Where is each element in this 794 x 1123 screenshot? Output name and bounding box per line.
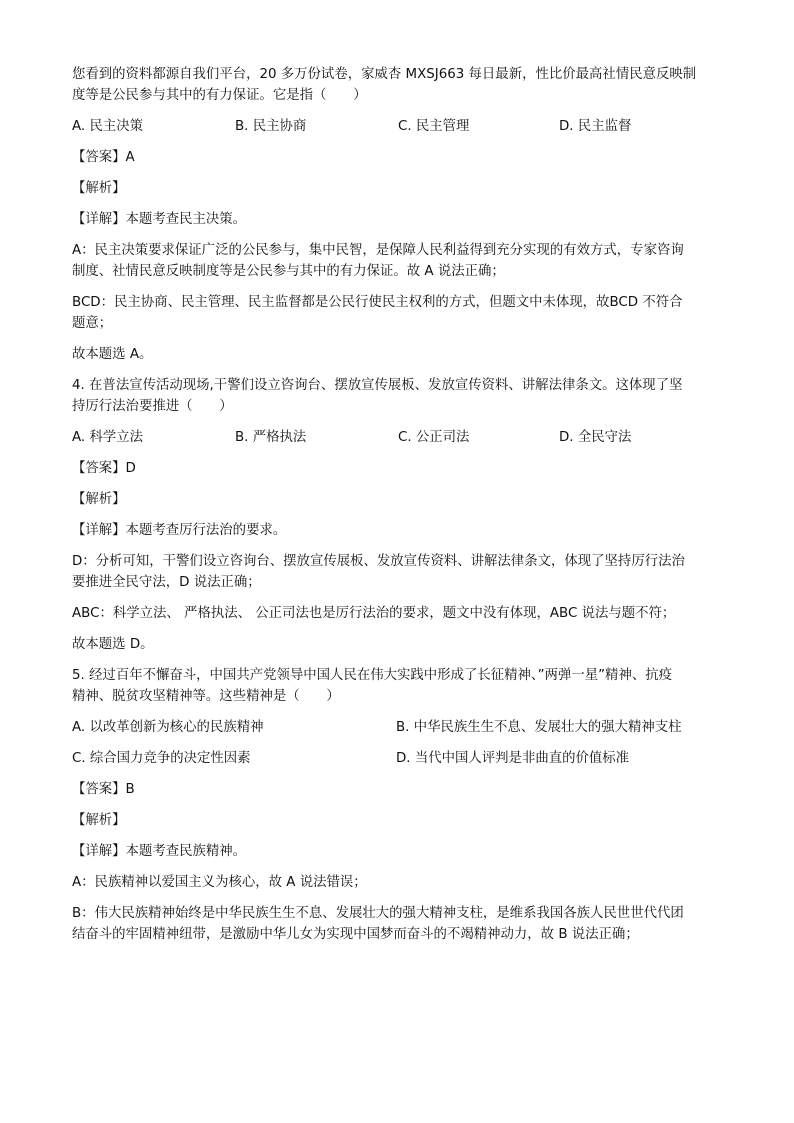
question-5-stem-line: 精神、脱贫攻坚精神等。这些精神是（ ） xyxy=(72,689,340,704)
detail-text: 【详解】本题考查民族精神。 xyxy=(72,844,247,859)
question-4-stem xyxy=(72,375,722,417)
option-d: D. 民主监督 xyxy=(559,119,632,134)
option-c: C. 综合国力竞争的决定性因素 xyxy=(72,751,251,766)
option-c: C. 民主管理 xyxy=(398,119,470,134)
option-a: A. 以改革创新为核心的民族精神 xyxy=(72,720,264,735)
explanation-line: 要推进全民守法，D 说法正确； xyxy=(72,575,261,590)
option-b: B. 民主协商 xyxy=(235,119,307,134)
option-d: D. 当代中国人评判是非曲直的价值标准 xyxy=(396,751,630,766)
explanation-line: 结奋斗的牢固精神纽带，是激励中华儿女为实现中国梦而奋斗的不竭精神动力，故 B 说法正确； xyxy=(72,927,639,942)
analysis-label: 【解析】 xyxy=(72,181,126,196)
explanation-line: ABC：科学立法、 严格执法、 公正司法也是厉行法治的要求，题文中没有体现，ABC 说法与题不符； xyxy=(72,606,676,621)
question-4-stem-line: 持厉行法治要推进（ ） xyxy=(72,399,233,414)
explanation-block xyxy=(72,240,722,282)
option-b: B. 中华民族生生不息、发展壮大的强大精神支柱 xyxy=(396,720,682,735)
option-b: B. 严格执法 xyxy=(235,430,307,445)
option-a: A. 科学立法 xyxy=(72,430,143,445)
option-d: D. 全民守法 xyxy=(559,430,632,445)
analysis-label: 【解析】 xyxy=(72,813,126,828)
conclusion-text: 故本题选 A。 xyxy=(72,347,153,362)
explanation-block xyxy=(72,292,722,334)
question-5-options-row-2 xyxy=(72,748,722,769)
option-c: C. 公正司法 xyxy=(398,430,470,445)
question-4-stem-line: 4. 在普法宣传活动现场,干警们设立咨询台、摆放宣传展板、发放宣传资料、讲解法律条文。这体现了坚 xyxy=(72,378,683,393)
document-page xyxy=(72,64,722,955)
question-3-stem xyxy=(72,64,722,106)
explanation-line: D：分析可知，干警们设立咨询台、摆放宣传展板、发放宣传资料、讲解法律条文，体现了坚持厉行法治 xyxy=(72,554,685,569)
question-3-stem-line: 度等是公民参与其中的有力保证。它是指（ ） xyxy=(72,88,367,103)
explanation-line: 制度、社情民意反映制度等是公民参与其中的有力保证。故 A 说法正确； xyxy=(72,264,505,279)
answer-label: 【答案】D xyxy=(72,461,136,476)
question-4-options xyxy=(72,427,722,448)
detail-text: 【详解】本题考查厉行法治的要求。 xyxy=(72,523,287,538)
conclusion-text: 故本题选 D。 xyxy=(72,637,154,652)
option-a: A. 民主决策 xyxy=(72,119,143,134)
detail-text: 【详解】本题考查民主决策。 xyxy=(72,212,247,227)
question-5-stem xyxy=(72,665,722,707)
answer-label: 【答案】B xyxy=(72,782,135,797)
question-5-stem-line: 5. 经过百年不懈奋斗，中国共产党领导中国人民在伟大实践中形成了长征精神、”两弹一星”精神、抗疫 xyxy=(72,668,673,683)
question-3-options xyxy=(72,116,722,137)
question-5-options-row-1 xyxy=(72,717,722,738)
question-3-stem-line: 您看到的资料都源自我们平台，20 多万份试卷，家威杏 MXSJ663 每日最新，性比价最高社情民意反映制 xyxy=(72,67,697,82)
explanation-line: B：伟大民族精神始终是中华民族生生不息、发展壮大的强大精神支柱，是维系我国各族人民世世代代团 xyxy=(72,906,684,921)
answer-label: 【答案】A xyxy=(72,150,135,165)
explanation-line: A：民族精神以爱国主义为核心，故 A 说法错误； xyxy=(72,875,367,890)
analysis-label: 【解析】 xyxy=(72,492,126,507)
explanation-line: BCD：民主协商、民主管理、民主监督都是公民行使民主权利的方式，但题文中未体现，故BCD 不符合 xyxy=(72,295,683,310)
explanation-line: A：民主决策要求保证广泛的公民参与，集中民智，是保障人民利益得到充分实现的有效方式，专家咨询 xyxy=(72,243,684,258)
explanation-line: 题意； xyxy=(72,316,113,331)
explanation-block xyxy=(72,903,722,945)
explanation-block xyxy=(72,551,722,593)
